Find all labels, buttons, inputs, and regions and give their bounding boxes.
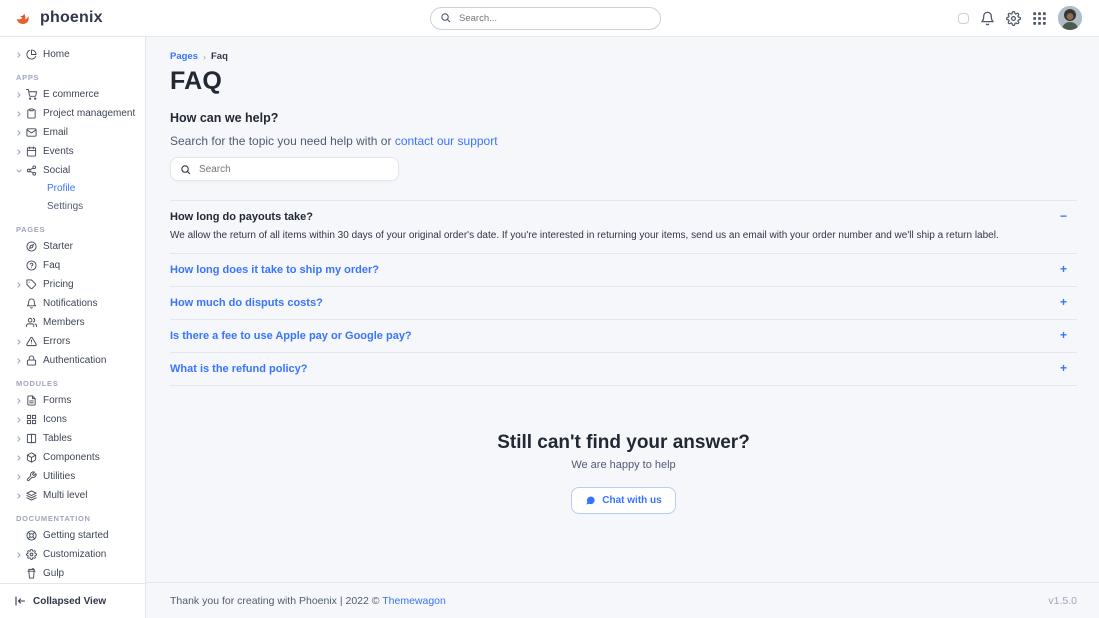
file-text-icon xyxy=(26,395,37,406)
caret-placeholder xyxy=(15,300,26,308)
faq-accordion xyxy=(170,200,1077,386)
chevron-right-icon xyxy=(15,129,26,137)
cup-icon xyxy=(26,568,37,579)
sidebar-subitem-profile[interactable]: Profile xyxy=(47,183,76,194)
sidebar-item-events[interactable] xyxy=(0,142,145,161)
gear-icon[interactable] xyxy=(1006,11,1021,26)
sidebar-item-label: Customization xyxy=(43,548,107,560)
calendar-icon xyxy=(26,146,37,157)
compass-icon xyxy=(26,241,37,252)
breadcrumb xyxy=(170,51,1077,62)
sidebar-item-notifications[interactable] xyxy=(0,294,145,313)
footer xyxy=(146,582,1099,618)
brand-name: phoenix xyxy=(40,9,103,26)
expand-plus-icon[interactable]: + xyxy=(1059,328,1067,342)
sidebar-item-label: E commerce xyxy=(43,88,100,100)
chat-with-us-label: Chat with us xyxy=(602,495,662,506)
help-circle-icon xyxy=(26,260,37,271)
caret-placeholder xyxy=(15,319,26,327)
footer-text: Thank you for creating with Phoenix | 2022 © xyxy=(170,594,383,607)
faq-item-collapsed xyxy=(170,353,1077,386)
sidebar-item-project-management[interactable] xyxy=(0,104,145,123)
faq-question-text: What is the refund policy? xyxy=(170,363,308,375)
apps-grid-icon[interactable] xyxy=(1032,11,1047,26)
expand-plus-icon[interactable]: + xyxy=(1059,361,1067,375)
sidebar-item-label: Members xyxy=(43,316,85,328)
chevron-right-icon xyxy=(15,492,26,500)
sidebar-item-utilities[interactable] xyxy=(0,467,145,486)
share-icon xyxy=(26,165,37,176)
faq-question[interactable] xyxy=(170,363,1075,375)
chevron-right-icon xyxy=(15,148,26,156)
sidebar-item-errors[interactable] xyxy=(0,332,145,351)
faq-question[interactable] xyxy=(170,297,1075,309)
caret-placeholder xyxy=(15,532,26,540)
chat-bubble-icon xyxy=(585,495,596,506)
shopping-cart-icon xyxy=(26,89,37,100)
footer-credit xyxy=(170,595,446,607)
faq-question-text: Is there a fee to use Apple pay or Google pay? xyxy=(170,330,412,342)
breadcrumb-separator: › xyxy=(203,51,206,62)
sidebar-item-label: Email xyxy=(43,126,69,138)
alert-triangle-icon xyxy=(26,336,37,347)
chevron-right-icon xyxy=(15,416,26,424)
sidebar-item-label: Components xyxy=(43,451,100,463)
grid-icon xyxy=(26,414,37,425)
sidebar-item-getting-started[interactable] xyxy=(0,526,145,545)
chevron-right-icon xyxy=(15,91,26,99)
sidebar-item-label: Multi level xyxy=(43,489,88,501)
help-intro xyxy=(170,134,1077,148)
chevron-right-icon xyxy=(15,110,26,118)
sidebar-section-label-documentation: DOCUMENTATION xyxy=(16,514,91,523)
faq-search xyxy=(170,157,399,181)
expand-plus-icon[interactable]: + xyxy=(1059,262,1067,276)
sidebar-item-components[interactable] xyxy=(0,448,145,467)
footer-version: v1.5.0 xyxy=(1048,594,1077,607)
chevron-right-icon xyxy=(15,435,26,443)
package-icon xyxy=(26,452,37,463)
sidebar-item-social[interactable] xyxy=(0,161,145,180)
lock-icon xyxy=(26,355,37,366)
faq-item-collapsed xyxy=(170,320,1077,353)
faq-search-input[interactable] xyxy=(170,157,399,181)
expand-plus-icon[interactable]: + xyxy=(1059,295,1067,309)
faq-item-expanded xyxy=(170,201,1077,254)
brand-area[interactable] xyxy=(0,9,430,27)
bell-icon xyxy=(26,298,37,309)
sidebar-item-home[interactable] xyxy=(0,45,145,64)
bell-icon[interactable] xyxy=(980,11,995,26)
chevron-right-icon xyxy=(15,281,26,289)
sidebar-item-email[interactable] xyxy=(0,123,145,142)
sidebar-section-label-apps: APPS xyxy=(16,73,40,82)
faq-question[interactable] xyxy=(170,330,1075,342)
chat-with-us-button[interactable] xyxy=(571,487,675,514)
caret-placeholder xyxy=(15,570,26,578)
table-icon xyxy=(26,433,37,444)
chevron-right-icon xyxy=(15,473,26,481)
chevron-right-icon xyxy=(15,397,26,405)
navbar-search xyxy=(430,7,661,30)
sidebar-item-label: Starter xyxy=(43,240,74,252)
lifebuoy-icon xyxy=(26,530,37,541)
chevron-right-icon xyxy=(15,454,26,462)
theme-toggle[interactable] xyxy=(958,13,969,24)
help-heading: How can we help? xyxy=(170,111,279,125)
sidebar-item-label: Icons xyxy=(43,413,67,425)
sidebar-item-label: Events xyxy=(43,145,74,157)
mail-icon xyxy=(26,127,37,138)
users-icon xyxy=(26,317,37,328)
sidebar-item-e-commerce[interactable] xyxy=(0,85,145,104)
sidebar-item-members[interactable] xyxy=(0,313,145,332)
sidebar-item-multi-level[interactable] xyxy=(0,486,145,505)
breadcrumb-current: Faq xyxy=(211,51,228,62)
faq-item-collapsed xyxy=(170,254,1077,287)
help-intro-text: Search for the topic you need help with or xyxy=(170,134,395,148)
sidebar-item-label: Faq xyxy=(43,259,61,271)
sidebar-item-label: Tables xyxy=(43,432,72,444)
collapse-arrow-icon xyxy=(14,595,26,607)
collapse-minus-icon[interactable]: − xyxy=(1059,209,1067,223)
sidebar-item-label: Utilities xyxy=(43,470,76,482)
sidebar-section-label-pages: PAGES xyxy=(16,225,46,234)
sidebar-item-pricing[interactable] xyxy=(0,275,145,294)
faq-question-text: How long do payouts take? xyxy=(170,211,314,223)
navbar-actions xyxy=(958,6,1099,30)
cta-subtitle: We are happy to help xyxy=(571,459,676,471)
main-content xyxy=(146,37,1099,618)
faq-question-text: How long does it take to ship my order? xyxy=(170,264,380,276)
clipboard-icon xyxy=(26,108,37,119)
sidebar-item-label: Notifications xyxy=(43,297,98,309)
sidebar-item-label: Authentication xyxy=(43,354,107,366)
collapse-view-label: Collapsed View xyxy=(33,595,107,607)
chevron-right-icon xyxy=(15,51,26,59)
chevron-down-icon xyxy=(15,167,26,175)
contact-support-link[interactable]: contact our support xyxy=(394,134,498,148)
top-navbar xyxy=(0,0,1099,37)
faq-answer: We allow the return of all items within 30 days of your original order's date. If you're interested in returning your items, send us an email with your order number and we'll ship a return label. xyxy=(170,230,999,241)
phoenix-logo-icon xyxy=(13,9,33,27)
sidebar-item-gulp[interactable] xyxy=(0,564,145,583)
sidebar-subitem-settings[interactable]: Settings xyxy=(47,201,84,212)
layers-icon xyxy=(26,490,37,501)
gear-icon xyxy=(26,549,37,560)
sidebar-item-customization[interactable] xyxy=(0,545,145,564)
sidebar-item-authentication[interactable] xyxy=(0,351,145,370)
chevron-right-icon xyxy=(15,338,26,346)
sidebar-item-forms[interactable] xyxy=(0,391,145,410)
sidebar-item-label: Forms xyxy=(43,394,72,406)
navbar-search-input[interactable] xyxy=(430,7,661,30)
sidebar-item-label: Home xyxy=(43,48,70,60)
tag-icon xyxy=(26,279,37,290)
faq-question[interactable] xyxy=(170,264,1075,276)
sidebar-nav xyxy=(0,37,145,583)
sidebar-item-label: Errors xyxy=(43,335,71,347)
wrench-icon xyxy=(26,471,37,482)
sidebar-item-label: Gulp xyxy=(43,567,65,579)
cta-section xyxy=(170,432,1077,514)
pie-chart-icon xyxy=(26,49,37,60)
page-title: FAQ xyxy=(170,67,222,95)
sidebar-item-faq[interactable] xyxy=(0,256,145,275)
chevron-right-icon xyxy=(15,357,26,365)
breadcrumb-pages-link[interactable]: Pages xyxy=(170,51,198,62)
user-avatar[interactable] xyxy=(1058,6,1082,30)
faq-question-text: How much do disputs costs? xyxy=(170,297,323,309)
caret-placeholder xyxy=(15,243,26,251)
sidebar-item-label: Getting started xyxy=(43,529,109,541)
sidebar-item-icons[interactable] xyxy=(0,410,145,429)
chevron-right-icon xyxy=(15,551,26,559)
sidebar-item-label: Project management xyxy=(43,107,136,119)
search-icon xyxy=(440,12,451,23)
sidebar-section-label-modules: MODULES xyxy=(16,379,59,388)
sidebar-item-tables[interactable] xyxy=(0,429,145,448)
caret-placeholder xyxy=(15,262,26,270)
sidebar-item-label: Social xyxy=(43,164,71,176)
themewagon-link[interactable]: Themewagon xyxy=(382,594,446,607)
sidebar xyxy=(0,37,146,618)
sidebar-item-starter[interactable] xyxy=(0,237,145,256)
faq-question[interactable] xyxy=(170,211,1075,223)
sidebar-item-label: Pricing xyxy=(43,278,74,290)
faq-item-collapsed xyxy=(170,287,1077,320)
search-icon xyxy=(180,164,191,175)
cta-title: Still can't find your answer? xyxy=(497,432,750,453)
collapse-view-button[interactable] xyxy=(0,583,145,618)
